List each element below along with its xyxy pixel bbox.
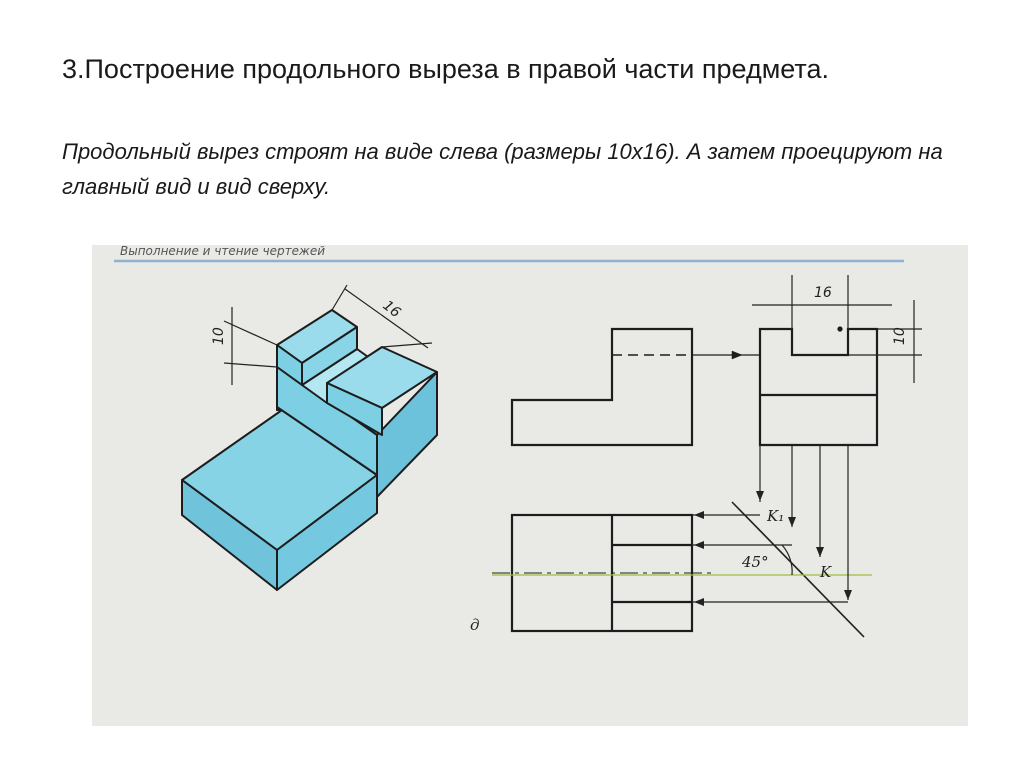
textbook-figure — [92, 245, 968, 726]
side-view-point — [839, 328, 842, 331]
drawing-canvas — [92, 245, 968, 726]
label-k: K — [820, 563, 832, 581]
page-header-text: Выполнение и чтение чертежей — [120, 245, 326, 258]
side-dim-10-text: 10 — [892, 327, 908, 345]
figure-letter: д — [470, 616, 480, 634]
iso-dim-10-text: 10 — [211, 327, 227, 345]
slide-title: 3.Построение продольного выреза в правой части предмета. — [62, 54, 829, 84]
side-dim-16-text: 16 — [814, 285, 832, 301]
iso-dim-16-text: 16 — [379, 297, 404, 322]
slide-subtitle: Продольный вырез строят на виде слева (размеры 10х16). А затем проецируют на главный вид и вид сверху. — [62, 139, 943, 199]
angle-label: 45° — [742, 553, 769, 571]
label-k1: K₁ — [767, 507, 785, 525]
